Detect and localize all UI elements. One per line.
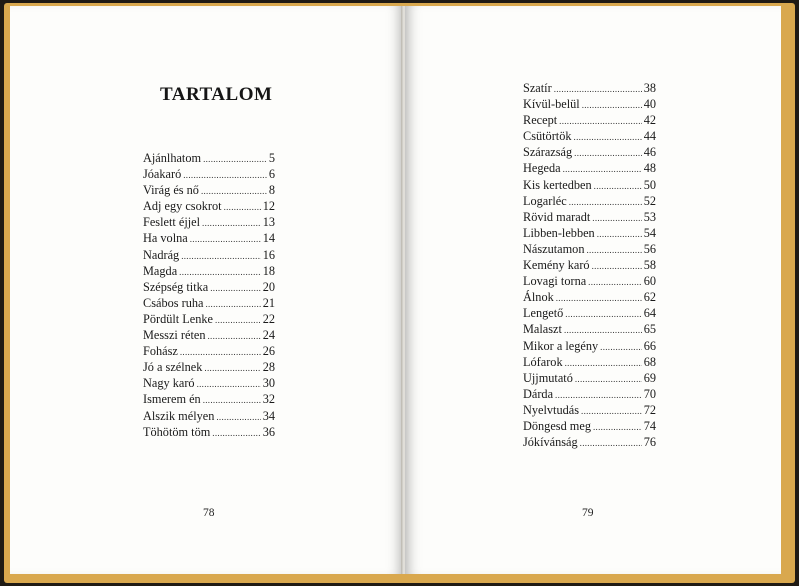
- toc-entry-page: 26: [262, 344, 275, 359]
- toc-entry-page: 64: [643, 306, 656, 321]
- dot-leader: [555, 387, 642, 403]
- toc-entry-title: Fohász: [143, 344, 178, 359]
- toc-entry: [143, 391, 275, 407]
- toc-entry-title: Nagy karó: [143, 376, 195, 391]
- toc-entry-page: 69: [643, 370, 656, 385]
- dot-leader: [203, 392, 261, 408]
- dot-leader: [205, 296, 260, 312]
- toc-entry: [523, 177, 656, 193]
- dot-leader: [559, 113, 642, 129]
- toc-entry-page: 6: [268, 167, 275, 182]
- toc-entry: [523, 112, 656, 128]
- toc-entry-title: Libben-lebben: [523, 225, 595, 240]
- toc-entry-title: Virág és nő: [143, 183, 199, 198]
- toc-entry: [143, 375, 275, 391]
- toc-entry: [143, 279, 275, 295]
- toc-entry-page: 52: [643, 193, 656, 208]
- toc-entry: [523, 305, 656, 321]
- toc-entry-page: 32: [262, 392, 275, 407]
- dot-leader: [582, 97, 642, 113]
- toc-entry: [523, 209, 656, 225]
- dot-leader: [563, 161, 642, 177]
- dot-leader: [588, 274, 642, 290]
- toc-entry-title: Feslett éjjel: [143, 215, 201, 230]
- page-number-right: 79: [582, 507, 594, 519]
- dot-leader: [180, 344, 261, 360]
- toc-entry-title: Alszik mélyen: [143, 408, 215, 423]
- toc-entry-page: 58: [643, 258, 656, 273]
- toc-entry-page: 13: [262, 215, 275, 230]
- toc-entry-title: Ismerem én: [143, 392, 201, 407]
- dot-leader: [183, 167, 267, 183]
- toc-entry: [143, 263, 275, 279]
- toc-entry-title: Nyelvtudás: [523, 402, 580, 417]
- toc-entry: [523, 257, 656, 273]
- toc-entry-page: 21: [262, 295, 275, 310]
- dot-leader: [600, 339, 642, 355]
- toc-entry-page: 46: [643, 145, 656, 160]
- toc-entry-page: 50: [643, 177, 656, 192]
- toc-entry-page: 68: [643, 354, 656, 369]
- toc-entry-title: Szatír: [523, 81, 552, 95]
- toc-entry-title: Recept: [523, 113, 558, 128]
- toc-entry-page: 60: [643, 274, 656, 289]
- dot-leader: [181, 248, 261, 264]
- toc-entry-title: Ujjmutató: [523, 370, 573, 385]
- toc-entry: [523, 386, 656, 402]
- toc-entry: [523, 80, 656, 96]
- dot-leader: [597, 226, 642, 242]
- toc-entry: [523, 241, 656, 257]
- toc-entry-title: Álnok: [523, 290, 554, 305]
- dot-leader: [565, 355, 642, 371]
- page-number-left: 78: [203, 507, 215, 519]
- dot-leader: [203, 151, 267, 167]
- dot-leader: [592, 210, 641, 226]
- toc-entry-page: 22: [262, 311, 275, 326]
- toc-entry: [143, 214, 275, 230]
- toc-entry-page: 76: [643, 435, 656, 450]
- toc-entry: [523, 402, 656, 418]
- toc-entry-page: 48: [643, 161, 656, 176]
- dot-leader: [565, 306, 641, 322]
- toc-entry-title: Nadrág: [143, 247, 180, 262]
- toc-entry-page: 24: [262, 328, 275, 343]
- toc-entry: [523, 160, 656, 176]
- toc-entry-page: 62: [643, 290, 656, 305]
- toc-entry-title: Mikor a legény: [523, 338, 599, 353]
- contents-heading: TARTALOM: [160, 84, 273, 105]
- toc-entry-page: 38: [643, 81, 656, 95]
- dot-leader: [580, 435, 642, 451]
- dot-leader: [574, 145, 642, 161]
- toc-entry-page: 20: [262, 279, 275, 294]
- toc-entry-page: 8: [268, 183, 275, 198]
- toc-entry: [523, 128, 656, 144]
- dot-leader: [556, 290, 642, 306]
- toc-entry-title: Döngesd meg: [523, 418, 591, 433]
- dot-leader: [215, 312, 261, 328]
- toc-entry: [523, 338, 656, 354]
- dot-leader: [569, 194, 642, 210]
- toc-entry-title: Jóakaró: [143, 167, 182, 182]
- dot-leader: [593, 419, 642, 435]
- toc-entry-title: Szárazság: [523, 145, 573, 160]
- toc-entry-page: 56: [643, 241, 656, 256]
- toc-entry-page: 65: [643, 322, 656, 337]
- toc-entry: [523, 321, 656, 337]
- toc-entry-title: Ha volna: [143, 231, 188, 246]
- toc-entry-title: Nászutamon: [523, 241, 585, 256]
- toc-entry-title: Jó a szélnek: [143, 360, 203, 375]
- toc-entry: [523, 96, 656, 112]
- toc-entry: [143, 424, 275, 440]
- toc-entry-title: Ajánlhatom: [143, 151, 202, 165]
- toc-entry-title: Dárda: [523, 386, 554, 401]
- toc-entry-title: Csábos ruha: [143, 295, 204, 310]
- toc-entry-title: Malaszt: [523, 322, 562, 337]
- toc-entry-page: 40: [643, 97, 656, 112]
- dot-leader: [575, 371, 642, 387]
- toc-entry-title: Kívül-belül: [523, 97, 580, 112]
- toc-entry: [143, 150, 275, 166]
- toc-entry-title: Hegeda: [523, 161, 561, 176]
- toc-entry-page: 66: [643, 338, 656, 353]
- dot-leader: [564, 322, 642, 338]
- dot-leader: [586, 242, 641, 258]
- toc-entry-title: Kemény karó: [523, 258, 590, 273]
- dot-leader: [574, 129, 642, 145]
- dot-leader: [179, 264, 261, 280]
- toc-entry-title: Jókívánság: [523, 435, 578, 450]
- toc-entry-title: Adj egy csokrot: [143, 199, 222, 214]
- toc-entry: [523, 434, 656, 450]
- toc-entry: [523, 418, 656, 434]
- dot-leader: [210, 280, 260, 296]
- toc-entry-title: Kis kertedben: [523, 177, 592, 192]
- toc-entry-title: Logarléc: [523, 193, 567, 208]
- toc-entry-title: Csütörtök: [523, 129, 572, 144]
- toc-entry: [143, 247, 275, 263]
- toc-entry: [523, 289, 656, 305]
- dot-leader: [224, 199, 261, 215]
- toc-entry: [143, 311, 275, 327]
- toc-entry-title: Lófarok: [523, 354, 563, 369]
- toc-entry-page: 14: [262, 231, 275, 246]
- toc-list-left: [143, 150, 275, 440]
- toc-entry-title: Töhötöm töm: [143, 424, 211, 439]
- dot-leader: [581, 403, 642, 419]
- toc-entry-page: 5: [268, 151, 275, 165]
- toc-entry-page: 72: [643, 402, 656, 417]
- toc-entry: [143, 295, 275, 311]
- toc-entry-page: 18: [262, 263, 275, 278]
- toc-entry: [143, 166, 275, 182]
- toc-entry-page: 74: [643, 418, 656, 433]
- toc-list-right: [523, 80, 656, 450]
- dot-leader: [190, 231, 261, 247]
- dot-leader: [554, 81, 642, 97]
- toc-entry: [523, 370, 656, 386]
- toc-entry: [523, 273, 656, 289]
- toc-entry-page: 12: [262, 199, 275, 214]
- toc-entry: [143, 198, 275, 214]
- toc-entry-title: Szépség titka: [143, 279, 209, 294]
- dot-leader: [201, 183, 267, 199]
- toc-entry-title: Magda: [143, 263, 178, 278]
- toc-entry-page: 34: [262, 408, 275, 423]
- toc-entry-page: 42: [643, 113, 656, 128]
- dot-leader: [202, 215, 261, 231]
- toc-entry: [143, 408, 275, 424]
- toc-entry-title: Lovagi torna: [523, 274, 587, 289]
- dot-leader: [594, 178, 642, 194]
- toc-entry: [523, 354, 656, 370]
- dot-leader: [212, 425, 260, 441]
- toc-entry-page: 44: [643, 129, 656, 144]
- toc-entry: [143, 182, 275, 198]
- toc-entry: [143, 359, 275, 375]
- toc-entry-page: 70: [643, 386, 656, 401]
- toc-entry-title: Lengető: [523, 306, 564, 321]
- toc-entry-page: 36: [262, 424, 275, 439]
- dot-leader: [216, 409, 260, 425]
- toc-entry: [523, 225, 656, 241]
- dot-leader: [592, 258, 642, 274]
- toc-entry-page: 53: [643, 209, 656, 224]
- toc-entry-page: 30: [262, 376, 275, 391]
- toc-entry: [523, 193, 656, 209]
- dot-leader: [197, 376, 261, 392]
- toc-entry-page: 16: [262, 247, 275, 262]
- dot-leader: [204, 360, 260, 376]
- toc-entry-page: 28: [262, 360, 275, 375]
- toc-entry-title: Rövid maradt: [523, 209, 591, 224]
- dot-leader: [208, 328, 261, 344]
- toc-entry: [143, 327, 275, 343]
- toc-entry: [523, 144, 656, 160]
- toc-entry: [143, 230, 275, 246]
- toc-entry-title: Messzi réten: [143, 328, 206, 343]
- toc-entry: [143, 343, 275, 359]
- toc-entry-title: Pördült Lenke: [143, 311, 214, 326]
- toc-entry-page: 54: [643, 225, 656, 240]
